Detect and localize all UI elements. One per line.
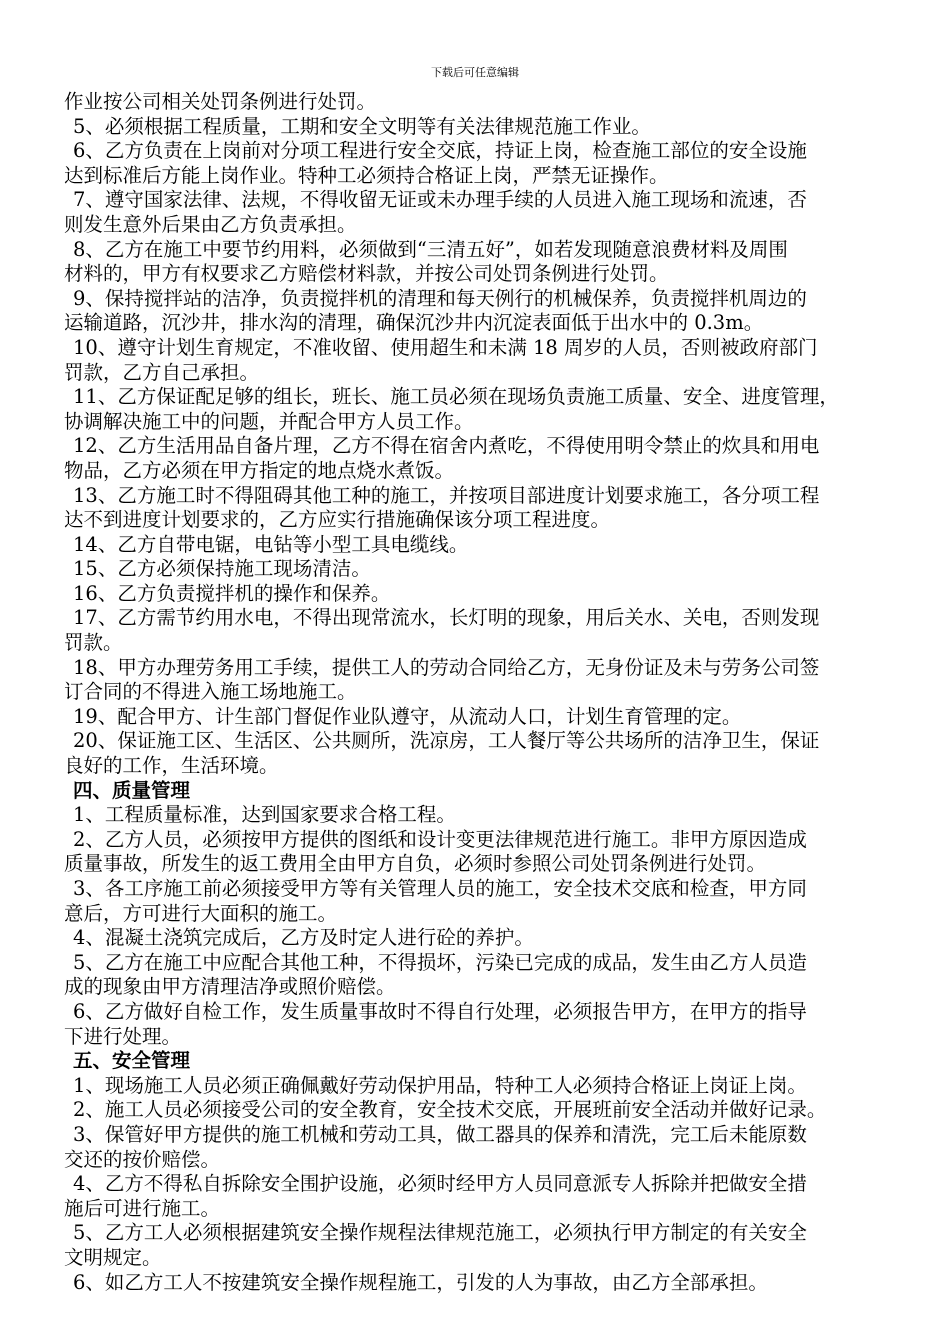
document-body [64, 90, 926, 1295]
text-line-continuation: 意后，方可进行大面积的施工。 [64, 901, 338, 925]
text-line: 17、乙方需节约用水电，不得出现常流水，长灯明的现象，用后关水、关电，否则发现 [73, 606, 820, 630]
text-line: 6、乙方做好自检工作，发生质量事故时不得自行处理，必须报告甲方，在甲方的指导 [73, 999, 807, 1023]
text-line: 9、保持搅拌站的洁净，负责搅拌机的清理和每天例行的机械保养，负责搅拌机周边的 [73, 286, 807, 310]
text-line: 10、遵守计划生育规定，不准收留、使用超生和未满 18 周岁的人员，否则被政府部门 [73, 335, 818, 359]
text-line: 12、乙方生活用品自备片理，乙方不得在宿舍内煮吃，不得使用明令禁止的炊具和用电 [73, 434, 820, 458]
text-line: 3、保管好甲方提供的施工机械和劳动工具，做工器具的保养和清洗，完工后未能原数 [73, 1122, 807, 1146]
text-line-continuation: 下进行处理。 [64, 1024, 182, 1048]
section-heading: 五、安全管理 [73, 1049, 191, 1073]
text-line-continuation: 作业按公司相关处罚条例进行处罚。 [64, 90, 377, 113]
text-line: 14、乙方自带电锯，电钻等小型工具电缆线。 [73, 532, 469, 556]
text-line: 2、乙方人员，必须按甲方提供的图纸和设计变更法律规范进行施工。非甲方原因造成 [73, 827, 807, 851]
text-line-continuation: 订合同的不得进入施工场地施工。 [64, 680, 357, 704]
text-line-continuation: 运输道路，沉沙井，排水沟的清理，确保沉沙井内沉淀表面低于出水中的 0.3m。 [64, 311, 764, 335]
text-line: 4、混凝土浇筑完成后，乙方及时定人进行砼的养护。 [73, 926, 534, 950]
text-line-continuation: 达到标准后方能上岗作业。特种工必须持合格证上岗，严禁无证操作。 [64, 163, 669, 187]
text-line-continuation: 罚款，乙方自己承担。 [64, 360, 260, 384]
text-line: 20、保证施工区、生活区、公共厕所，洗凉房，工人餐厅等公共场所的洁净卫生，保证 [73, 729, 820, 753]
text-line-continuation: 达不到进度计划要求的，乙方应实行措施确保该分项工程进度。 [64, 508, 611, 532]
text-line: 8、乙方在施工中要节约用料，必须做到“三清五好”，如若发现随意浪费材料及周围 [73, 237, 788, 261]
text-line: 5、乙方在施工中应配合其他工种，不得损坏，污染已完成的成品，发生由乙方人员造 [73, 950, 807, 974]
text-line-continuation: 成的现象由甲方清理洁净或照价赔偿。 [64, 975, 396, 999]
text-line-continuation: 协调解决施工中的问题，并配合甲方人员工作。 [64, 409, 474, 433]
text-line-continuation: 文明规定。 [64, 1245, 162, 1269]
text-line: 3、各工序施工前必须接受甲方等有关管理人员的施工，安全技术交底和检查，甲方同 [73, 877, 807, 900]
text-line: 16、乙方负责搅拌机的操作和保养。 [73, 581, 391, 605]
page-header: 下载后可任意编辑 [431, 66, 519, 79]
text-line: 15、乙方必须保持施工现场清洁。 [73, 557, 371, 581]
text-line: 6、乙方负责在上岗前对分项工程进行安全交底，持证上岗，检查施工部位的安全设施 [73, 139, 807, 163]
text-line-continuation: 则发生意外后果由乙方负责承担。 [64, 212, 357, 236]
text-line-continuation: 施后可进行施工。 [64, 1196, 221, 1220]
text-line: 7、遵守国家法律、法规，不得收留无证或未办理手续的人员进入施工现场和流速，否 [73, 188, 807, 212]
text-line: 5、乙方工人必须根据建筑安全操作规程法律规范施工，必须执行甲方制定的有关安全 [73, 1221, 807, 1245]
text-line: 5、必须根据工程质量，工期和安全文明等有关法律规范施工作业。 [73, 114, 651, 138]
text-line: 18、甲方办理劳务用工手续，提供工人的劳动合同给乙方，无身份证及未与劳务公司签 [73, 655, 820, 679]
text-line: 6、如乙方工人不按建筑安全操作规程施工，引发的人为事故，由乙方全部承担。 [73, 1270, 768, 1294]
text-line-continuation: 交还的按价赔偿。 [64, 1147, 221, 1171]
text-line: 11、乙方保证配足够的组长，班长、施工员必须在现场负责施工质量、安全、进度管理， [73, 385, 839, 409]
text-line: 13、乙方施工时不得阻碍其他工种的施工，并按项目部进度计划要求施工，各分项工程 [73, 483, 820, 507]
text-line-continuation: 罚款。 [64, 631, 123, 655]
section-heading: 四、质量管理 [73, 778, 191, 802]
text-line: 1、工程质量标准，达到国家要求合格工程。 [73, 803, 456, 827]
text-line: 1、现场施工人员必须正确佩戴好劳动保护用品，特种工人必须持合格证上岗证上岗。 [73, 1073, 807, 1097]
text-line-continuation: 良好的工作，生活环境。 [64, 754, 279, 778]
text-line: 19、配合甲方、计生部门督促作业队遵守，从流动人口，计划生育管理的定。 [73, 704, 742, 728]
text-line-continuation: 质量事故，所发生的返工费用全由甲方自负，必须时参照公司处罚条例进行处罚。 [64, 852, 767, 876]
text-line-continuation: 材料的，甲方有权要求乙方赔偿材料款，并按公司处罚条例进行处罚。 [64, 262, 669, 286]
text-line-continuation: 物品，乙方必须在甲方指定的地点烧水煮饭。 [64, 458, 455, 482]
text-line: 4、乙方不得私自拆除安全围护设施，必须时经甲方人员同意派专人拆除并把做安全措 [73, 1172, 807, 1196]
text-line: 2、施工人员必须接受公司的安全教育，安全技术交底，开展班前安全活动并做好记录。 [73, 1098, 827, 1122]
